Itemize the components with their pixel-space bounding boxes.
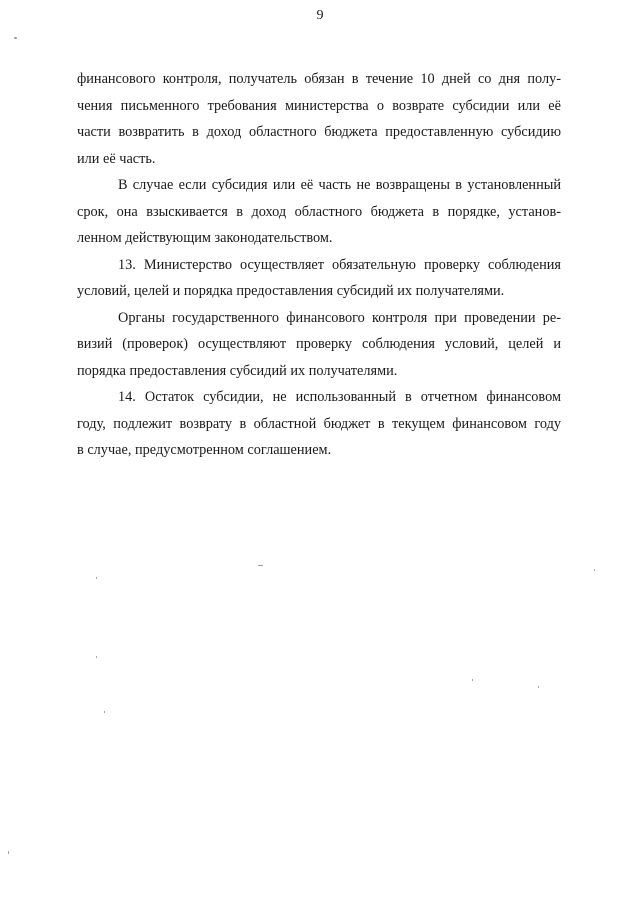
- document-body: [77, 66, 561, 464]
- page-number: 9: [316, 8, 324, 23]
- text-line: ленном действующим законодательством.: [77, 230, 333, 246]
- scan-speck: [14, 37, 17, 39]
- paragraph-14-balance-return: [77, 384, 561, 464]
- scan-speck: [258, 565, 263, 566]
- paragraph-recovery: [77, 172, 561, 252]
- scan-speck: [96, 577, 97, 579]
- text-line: порядка предоставления субсидий их получателями.: [77, 362, 398, 379]
- text-line: 14. Остаток субсидии, не использованный в отчетном финансовом: [118, 389, 561, 405]
- scan-speck: [472, 679, 473, 681]
- text-line: в случае, предусмотренном соглашением.: [77, 442, 332, 458]
- text-line: срок, она взыскивается в доход областного бюджета в порядке, установ-: [77, 203, 561, 220]
- text-line: финансового контроля, получатель обязан в течение 10 дней со дня полу-: [77, 71, 561, 87]
- text-line: В случае если субсидия или её часть не возвращены в установленный: [118, 177, 561, 193]
- paragraph-13-ministry-check: [77, 252, 561, 305]
- text-line: Органы государственного финансового контроля при проведении ре-: [118, 309, 561, 326]
- scan-speck: [104, 711, 105, 713]
- text-line: чения письменного требования министерства о возврате субсидии или её: [77, 97, 561, 114]
- scan-speck: [8, 851, 9, 854]
- scan-speck: [594, 569, 595, 571]
- paragraph-state-control: [77, 305, 561, 385]
- text-line: условий, целей и порядка предоставления субсидий их получателями.: [77, 283, 505, 299]
- text-line: или её часть.: [77, 150, 156, 167]
- text-line: части возвратить в доход областного бюджета предоставленную субсидию: [77, 124, 561, 140]
- text-line: 13. Министерство осуществляет обязательную проверку соблюдения: [118, 256, 561, 273]
- text-line: году, подлежит возврату в областной бюджет в текущем финансовом году: [77, 415, 561, 432]
- paragraph-refund-obligation: [77, 66, 561, 172]
- scan-speck: [96, 656, 97, 658]
- text-line: визий (проверок) осуществляют проверку соблюдения условий, целей и: [77, 336, 561, 352]
- scan-speck: [538, 686, 539, 688]
